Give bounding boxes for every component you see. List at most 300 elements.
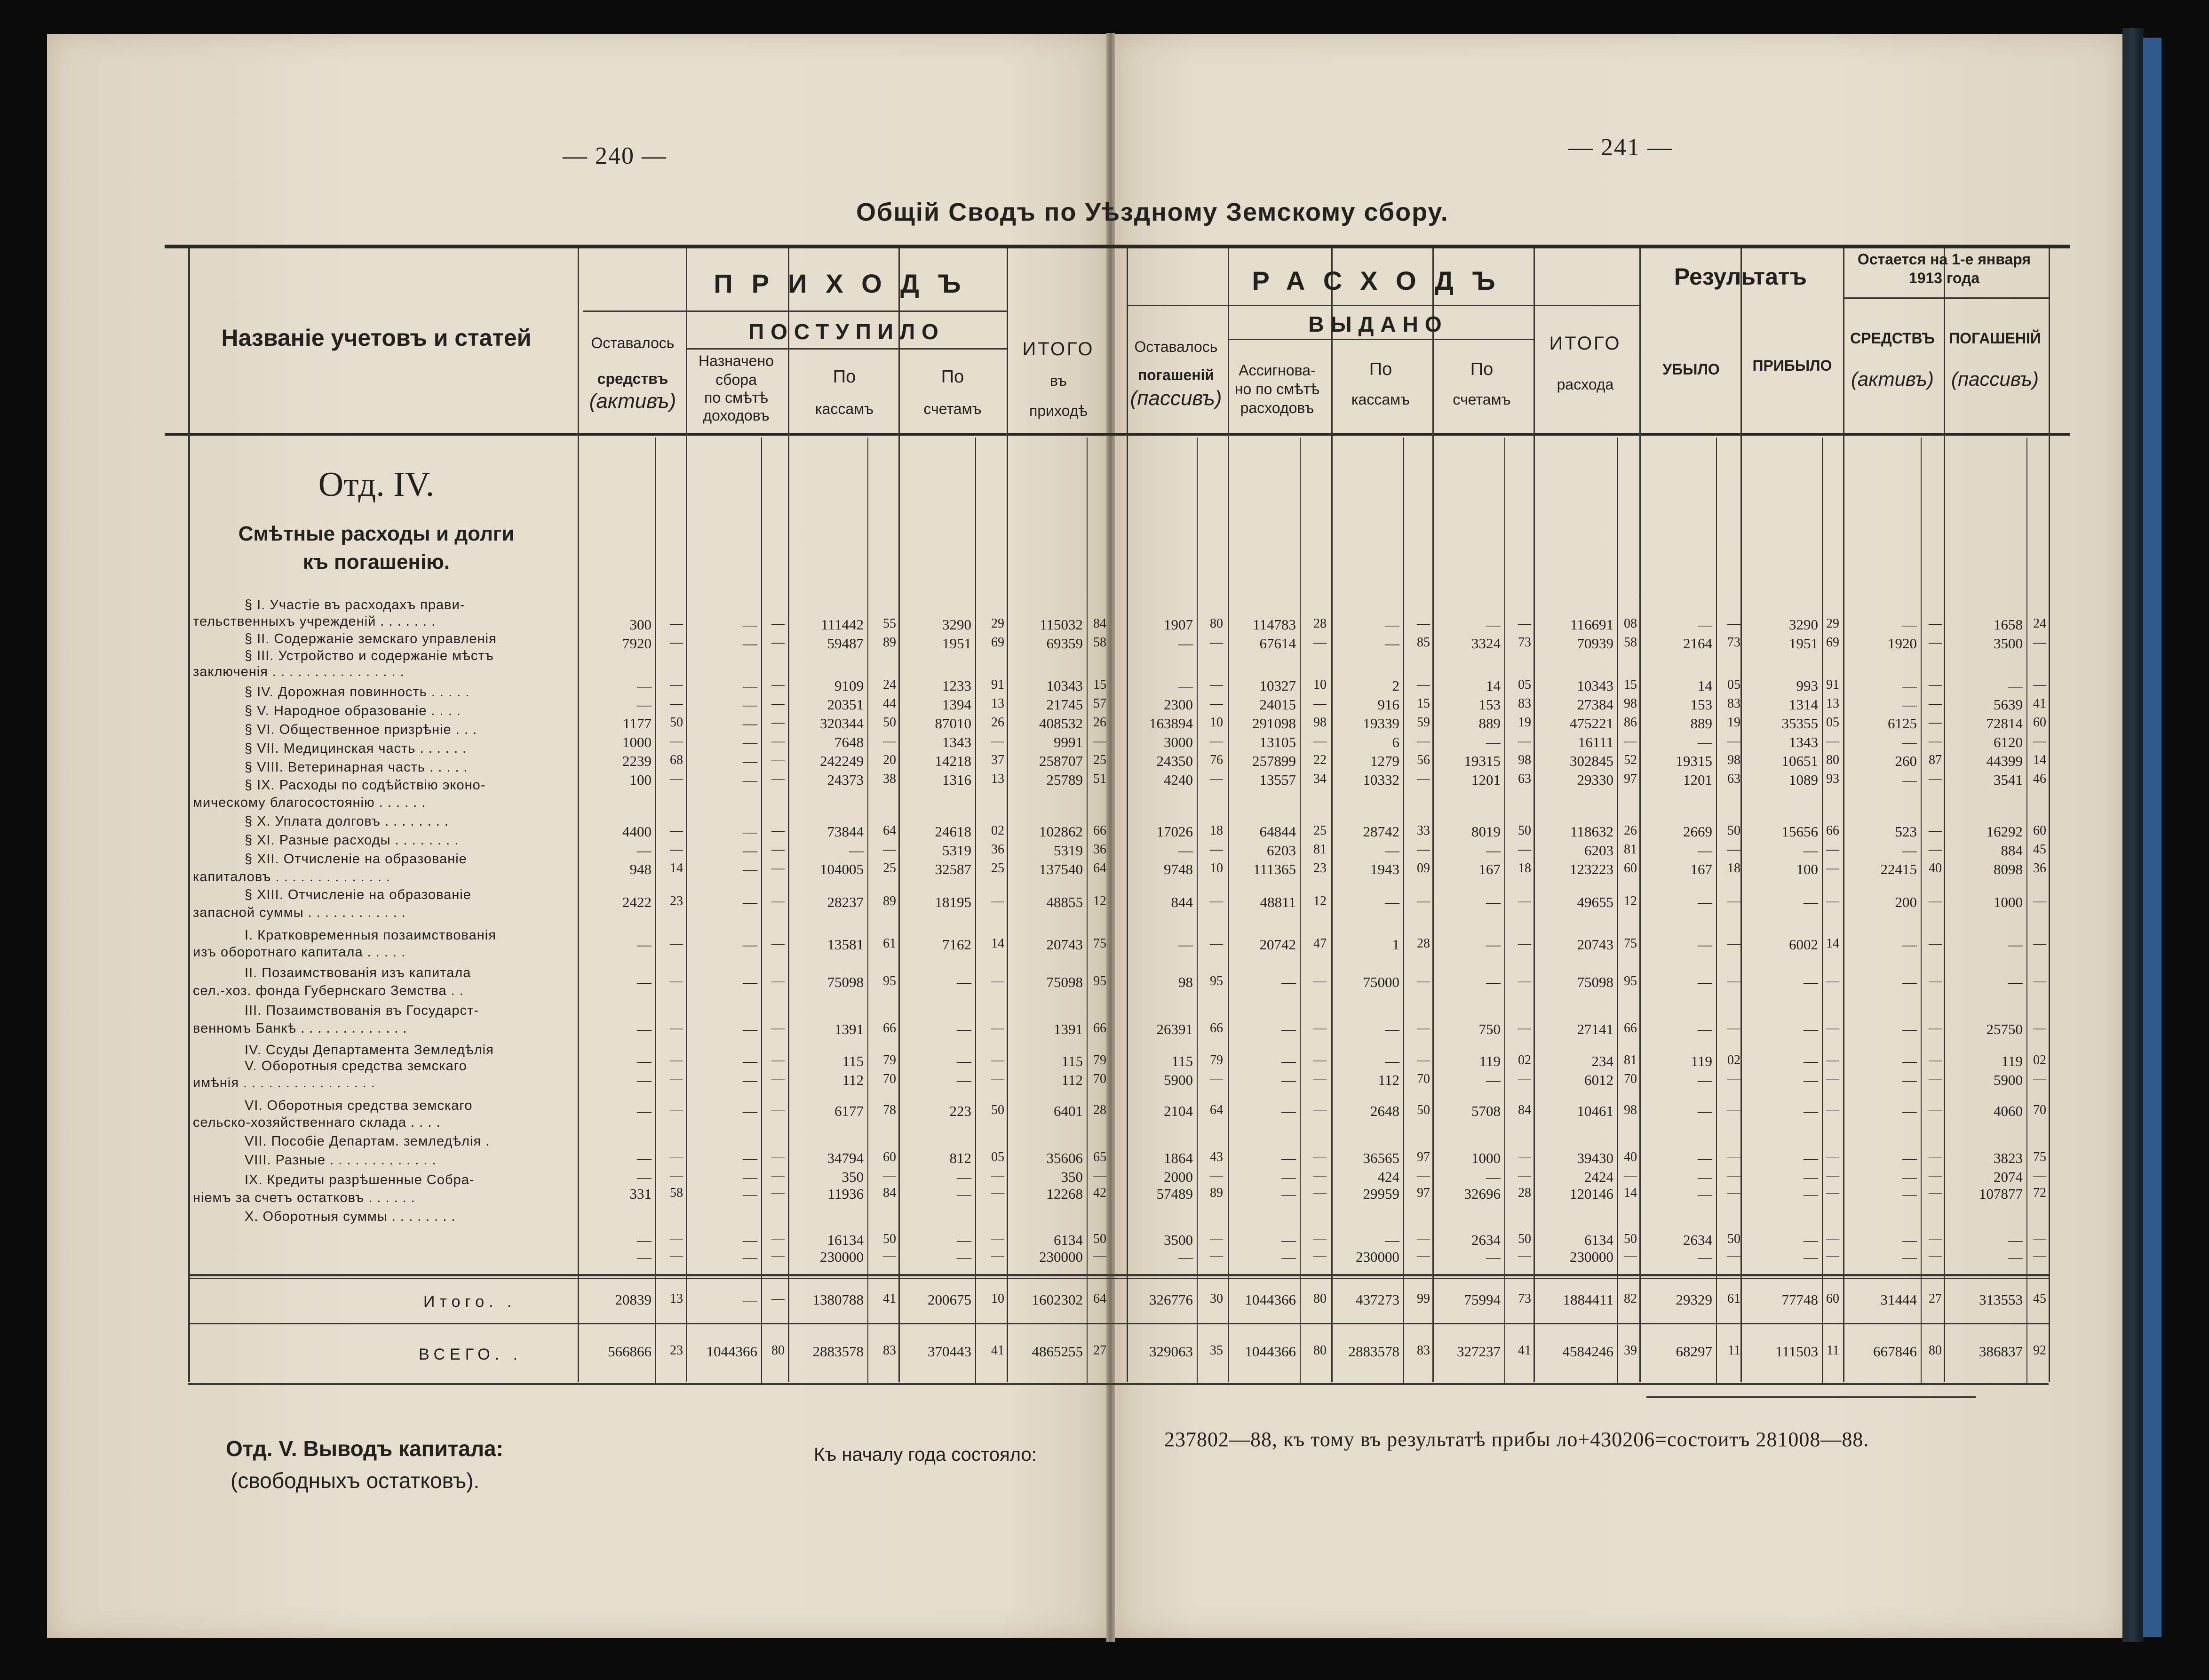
- row-label: VII. Пособіе Департам. земледѣлія .: [245, 1134, 490, 1149]
- table-cell-kop: 22: [1313, 753, 1327, 767]
- table-cell-kop: 15: [1417, 696, 1430, 711]
- table-cell-kop: 91: [1826, 677, 1839, 692]
- table-cell-kop: —: [1313, 734, 1327, 748]
- table-cell-kop: 25: [1313, 823, 1327, 838]
- table-cell: 1314: [1789, 696, 1818, 713]
- table-cell-kop: 23: [670, 1343, 683, 1358]
- table-cell: 20351: [827, 696, 864, 713]
- table-cell: —: [743, 616, 757, 633]
- table-cell-kop: 97: [1624, 772, 1637, 786]
- row-label: капиталовъ . . . . . . . . . . . . . .: [193, 869, 390, 884]
- table-cell: —: [1281, 1021, 1296, 1037]
- row-label: § IV. Дорожная повинность . . . . .: [245, 685, 470, 700]
- table-cell-kop: —: [1929, 1232, 1942, 1246]
- table-cell: 9109: [834, 677, 864, 694]
- table-cell: 102862: [1039, 823, 1083, 840]
- table-cell: 20742: [1259, 936, 1296, 953]
- table-cell: —: [1178, 677, 1193, 694]
- grid-line: [1403, 438, 1404, 1383]
- table-cell: 87010: [935, 715, 971, 732]
- table-cell-kop: 09: [1417, 861, 1430, 876]
- table-cell-kop: —: [771, 823, 785, 838]
- table-cell-kop: 51: [1093, 772, 1106, 786]
- hdr-r-kassam-1: По: [1369, 359, 1392, 379]
- table-cell: 137540: [1039, 861, 1083, 877]
- table-cell: —: [637, 1021, 652, 1037]
- table-cell-kop: 73: [1518, 635, 1531, 650]
- table-cell: 844: [1171, 894, 1193, 910]
- table-cell: 2634: [1471, 1232, 1501, 1248]
- table-cell-kop: —: [670, 936, 683, 951]
- table-cell-kop: 63: [1518, 772, 1531, 786]
- table-cell: 5708: [1471, 1103, 1501, 1119]
- row-label: § VI. Общественное призрѣніе . . .: [245, 722, 477, 737]
- table-cell: 112: [842, 1072, 864, 1088]
- table-cell: 14: [1698, 677, 1712, 694]
- table-cell-kop: —: [1313, 1249, 1327, 1263]
- hdr-ostaetsya-2: 1913 года: [1908, 270, 1980, 287]
- table-cell: 3823: [1994, 1150, 2023, 1166]
- table-cell-kop: 13: [1826, 696, 1839, 711]
- row-label: § III. Устройство и содержаніе мѣстъ: [245, 648, 494, 663]
- table-cell-kop: 66: [1210, 1021, 1223, 1035]
- table-cell-kop: 66: [883, 1021, 896, 1035]
- footer-formula: 237802—88, къ тому въ результатѣ прибы ло+430206=состоитъ 281008—88.: [1164, 1428, 1869, 1451]
- table-cell: 2300: [1164, 696, 1193, 713]
- table-cell: —: [1698, 842, 1712, 859]
- table-cell-kop: 95: [1210, 974, 1223, 988]
- table-cell: 75098: [1046, 974, 1083, 990]
- table-cell: 2648: [1370, 1103, 1399, 1119]
- hdr-pribylo: ПРИБЫЛО: [1752, 357, 1832, 374]
- table-cell: —: [1385, 616, 1399, 633]
- table-cell: —: [743, 936, 757, 953]
- table-cell-kop: 98: [1313, 715, 1327, 730]
- table-cell-kop: 66: [1093, 823, 1106, 838]
- table-cell: 1658: [1994, 616, 2023, 633]
- row-label: § VIII. Ветеринарная часть . . . . .: [245, 760, 468, 775]
- table-cell: 107877: [1979, 1186, 2023, 1202]
- table-cell-kop: —: [1624, 1249, 1637, 1263]
- table-cell: 10651: [1781, 753, 1818, 769]
- table-cell: 153: [1690, 696, 1712, 713]
- section-name-1: Смѣтные расходы и долги: [238, 522, 515, 545]
- table-cell-kop: —: [1929, 1072, 1942, 1086]
- table-cell: 24618: [935, 823, 971, 840]
- table-cell: 1201: [1683, 772, 1712, 788]
- table-cell-kop: 15: [1093, 677, 1106, 692]
- table-cell: —: [637, 842, 652, 859]
- table-cell: —: [637, 1249, 652, 1265]
- header-bottom-rule: [165, 433, 2070, 436]
- table-cell-kop: —: [991, 1249, 1004, 1263]
- table-cell-kop: 50: [1624, 1232, 1637, 1246]
- table-cell-kop: 64: [1093, 861, 1106, 876]
- table-cell: 11936: [827, 1186, 864, 1202]
- row-label: ніемъ за счетъ остатковъ . . . . . .: [193, 1190, 415, 1205]
- table-cell-kop: 29: [1826, 616, 1839, 631]
- table-cell-kop: 05: [1727, 677, 1740, 692]
- table-cell-kop: —: [1929, 772, 1942, 786]
- table-cell-kop: 70: [1417, 1072, 1430, 1086]
- table-cell: 1201: [1471, 772, 1501, 788]
- table-cell: —: [1902, 1169, 1917, 1185]
- table-cell-kop: 89: [883, 635, 896, 650]
- table-cell-kop: —: [1210, 936, 1223, 951]
- table-cell-kop: —: [1093, 734, 1106, 748]
- hdr-ostavalos-3: (активъ): [589, 390, 676, 413]
- table-cell-kop: —: [1727, 1186, 1740, 1200]
- table-cell-kop: —: [771, 1186, 785, 1200]
- table-cell: —: [1178, 635, 1193, 652]
- table-cell: 20743: [1046, 936, 1083, 953]
- grid-line: [1197, 438, 1198, 1383]
- grid-line: [1228, 339, 1534, 340]
- grid-line: [1127, 305, 1639, 306]
- table-cell: 75000: [1363, 974, 1399, 990]
- table-cell: 115: [842, 1053, 864, 1069]
- table-cell: 258707: [1039, 753, 1083, 769]
- table-cell: 8098: [1994, 861, 2023, 877]
- itogo-label: Итого. .: [423, 1293, 516, 1311]
- table-cell-kop: —: [1727, 894, 1740, 908]
- row-label: IX. Кредиты разрѣшенные Собра-: [245, 1172, 475, 1187]
- table-cell: 24350: [1156, 753, 1193, 769]
- table-cell: 5639: [1994, 696, 2023, 713]
- table-cell-kop: —: [771, 936, 785, 951]
- table-cell-kop: 60: [1826, 1291, 1839, 1306]
- table-cell-kop: 73: [1518, 1291, 1531, 1306]
- table-cell: —: [1698, 1249, 1712, 1265]
- table-cell-kop: —: [670, 1249, 683, 1263]
- table-cell: 7648: [834, 734, 864, 750]
- hdr-naznach-2: сбора: [715, 371, 757, 388]
- row-label: сельско-хозяйственнаго склада . . . .: [193, 1115, 441, 1130]
- header-rezultat: Результатъ: [1674, 263, 1807, 290]
- table-cell-kop: —: [991, 1072, 1004, 1086]
- table-cell-kop: —: [1929, 823, 1942, 838]
- table-cell-kop: 14: [2033, 753, 2046, 767]
- header-names: Названіе учетовъ и статей: [221, 325, 532, 351]
- hdr-ost-pogash-1: Оставалось: [1134, 338, 1218, 355]
- table-cell-kop: —: [1929, 842, 1942, 857]
- table-cell-kop: —: [1826, 1072, 1839, 1086]
- table-cell-kop: 69: [991, 635, 1004, 650]
- table-cell: —: [1486, 842, 1501, 859]
- table-cell-kop: —: [1826, 1186, 1839, 1200]
- table-cell-kop: 13: [991, 696, 1004, 711]
- table-cell: 75098: [1577, 974, 1613, 990]
- hdr-pogasheniy-2: (пассивъ): [1951, 368, 2039, 390]
- table-cell: —: [1486, 616, 1501, 633]
- table-cell-kop: —: [1727, 974, 1740, 988]
- table-cell-kop: —: [1313, 696, 1327, 711]
- row-label: венномъ Банкѣ . . . . . . . . . . . . .: [193, 1021, 407, 1036]
- table-cell: 98: [1178, 974, 1193, 990]
- table-cell: 7162: [942, 936, 971, 953]
- table-cell: 100: [1796, 861, 1818, 877]
- table-cell: —: [1281, 1053, 1296, 1069]
- table-cell: —: [1698, 1150, 1712, 1166]
- table-cell-kop: 65: [1093, 1150, 1106, 1164]
- table-cell-kop: —: [1826, 1021, 1839, 1035]
- table-cell: 4060: [1994, 1103, 2023, 1119]
- table-cell: 35355: [1781, 715, 1818, 732]
- table-cell: —: [743, 1232, 757, 1248]
- table-cell-kop: 73: [1727, 635, 1740, 650]
- table-cell-kop: 95: [883, 974, 896, 988]
- table-cell: 119: [1691, 1053, 1712, 1069]
- table-cell: 1044366: [706, 1343, 757, 1360]
- table-cell-kop: —: [1313, 1053, 1327, 1067]
- table-cell-kop: —: [1417, 842, 1430, 857]
- table-cell-kop: —: [1826, 894, 1839, 908]
- table-cell-kop: —: [670, 823, 683, 838]
- table-cell: 19315: [1464, 753, 1501, 769]
- table-cell-kop: —: [1929, 734, 1942, 748]
- table-cell-kop: —: [991, 734, 1004, 748]
- table-cell: —: [1281, 1072, 1296, 1088]
- table-cell: 230000: [1570, 1249, 1613, 1265]
- table-cell: —: [1281, 1103, 1296, 1119]
- table-cell: 77748: [1781, 1291, 1818, 1308]
- table-cell-kop: 79: [883, 1053, 896, 1067]
- table-cell: 29959: [1363, 1186, 1399, 1202]
- table-cell-kop: 10: [991, 1291, 1004, 1306]
- table-cell: 31444: [1880, 1291, 1917, 1308]
- table-cell-kop: 98: [1624, 1103, 1637, 1117]
- table-cell-kop: 66: [1624, 1021, 1637, 1035]
- table-cell: 6134: [1584, 1232, 1613, 1248]
- row-label: § XIII. Отчисленіе на образованіе: [245, 887, 471, 902]
- table-cell-kop: —: [1929, 894, 1942, 908]
- table-cell-kop: 39: [1624, 1343, 1637, 1358]
- table-cell-kop: 87: [1929, 753, 1942, 767]
- table-cell: 3290: [1789, 616, 1818, 633]
- table-cell: 2104: [1164, 1103, 1193, 1119]
- table-cell-kop: 85: [1417, 635, 1430, 650]
- table-cell: 2424: [1584, 1169, 1613, 1185]
- table-cell: —: [1902, 842, 1917, 859]
- table-cell: —: [1486, 1169, 1501, 1185]
- table-cell: —: [957, 974, 971, 990]
- table-cell: —: [1902, 1103, 1917, 1119]
- table-cell: 6203: [1267, 842, 1296, 859]
- table-cell: 313553: [1979, 1291, 2023, 1308]
- table-cell: 1884411: [1563, 1291, 1613, 1308]
- hdr-schetam-2: счетамъ: [923, 400, 982, 417]
- table-cell: 29330: [1577, 772, 1613, 788]
- table-cell-kop: —: [771, 635, 785, 650]
- table-cell-kop: —: [1518, 1169, 1531, 1183]
- table-cell: 112: [1378, 1072, 1399, 1088]
- table-cell-kop: —: [1727, 936, 1740, 951]
- table-cell-kop: 50: [991, 1103, 1004, 1117]
- table-cell-kop: —: [1210, 772, 1223, 786]
- header-prihod: ПРИХОДЪ: [714, 269, 980, 298]
- table-cell-kop: —: [771, 1053, 785, 1067]
- table-cell-kop: 99: [1417, 1291, 1430, 1306]
- table-cell-kop: 13: [991, 772, 1004, 786]
- table-cell: 230000: [1356, 1249, 1399, 1265]
- table-cell: —: [743, 1291, 757, 1308]
- table-cell-kop: 36: [991, 842, 1004, 857]
- table-cell-kop: —: [1417, 974, 1430, 988]
- table-cell-kop: —: [1929, 677, 1942, 692]
- row-label: § VII. Медицинская часть . . . . . .: [245, 741, 467, 756]
- table-cell-kop: 47: [1313, 936, 1327, 951]
- table-cell: —: [1902, 1053, 1917, 1069]
- table-cell-kop: 05: [1518, 677, 1531, 692]
- table-cell-kop: 26: [991, 715, 1004, 730]
- table-cell: —: [1698, 974, 1712, 990]
- table-cell: 230000: [820, 1249, 864, 1265]
- table-cell: —: [957, 1186, 971, 1202]
- hdr-assign-1: Ассигнова-: [1239, 362, 1316, 379]
- table-cell-kop: —: [2033, 1232, 2046, 1246]
- table-cell: 57489: [1156, 1186, 1193, 1202]
- table-cell: 2422: [622, 894, 652, 910]
- table-cell: 5900: [1164, 1072, 1193, 1088]
- table-cell-kop: —: [1210, 635, 1223, 650]
- table-cell-kop: 64: [1093, 1291, 1106, 1306]
- table-cell-kop: 78: [883, 1103, 896, 1117]
- table-cell-kop: 52: [1624, 753, 1637, 767]
- table-cell: 1177: [623, 715, 652, 732]
- table-cell-kop: —: [771, 677, 785, 692]
- table-cell: —: [1385, 635, 1399, 652]
- table-cell: —: [1902, 936, 1917, 953]
- table-cell: —: [1486, 894, 1501, 910]
- table-cell-kop: 28: [1093, 1103, 1106, 1117]
- table-cell: 24373: [827, 772, 864, 788]
- table-cell-kop: 95: [1624, 974, 1637, 988]
- table-cell: —: [743, 635, 757, 652]
- table-cell: 2239: [622, 753, 652, 769]
- grid-line: [655, 438, 656, 1383]
- table-cell-kop: 41: [1518, 1343, 1531, 1358]
- table-cell: 5319: [942, 842, 971, 859]
- table-cell: 16292: [1986, 823, 2023, 840]
- table-cell: —: [1281, 1186, 1296, 1202]
- table-cell-kop: 72: [2033, 1186, 2046, 1200]
- table-cell-kop: 50: [1727, 823, 1740, 838]
- table-cell-kop: —: [771, 734, 785, 748]
- table-cell: —: [1902, 772, 1917, 788]
- table-cell: 14218: [935, 753, 971, 769]
- table-cell: 167: [1690, 861, 1712, 877]
- table-cell: 13581: [827, 936, 864, 953]
- table-cell-kop: 27: [1093, 1343, 1106, 1358]
- table-cell-kop: —: [1518, 974, 1531, 988]
- table-cell: —: [1804, 974, 1818, 990]
- table-cell-kop: —: [1826, 1249, 1839, 1263]
- table-cell-kop: —: [2033, 734, 2046, 748]
- table-cell: —: [1698, 894, 1712, 910]
- table-cell: 111442: [821, 616, 864, 633]
- table-cell: 1343: [1789, 734, 1818, 750]
- table-cell: 115: [1171, 1053, 1193, 1069]
- table-cell-kop: —: [670, 1053, 683, 1067]
- table-cell: —: [1385, 1232, 1399, 1248]
- table-cell-kop: —: [1313, 1150, 1327, 1164]
- table-cell: 566866: [608, 1343, 652, 1360]
- table-cell: —: [743, 1021, 757, 1037]
- table-cell: —: [1902, 1232, 1917, 1248]
- table-cell-kop: —: [1417, 1169, 1430, 1183]
- grid-line: [2049, 248, 2050, 1382]
- row-label: тельственныхъ учрежденій . . . . . . .: [193, 614, 436, 629]
- hdr-assign-3: расходовъ: [1240, 399, 1314, 416]
- table-cell-kop: —: [1313, 1232, 1327, 1246]
- table-cell-kop: —: [771, 715, 785, 730]
- table-cell-kop: —: [670, 616, 683, 631]
- table-cell: 326776: [1149, 1291, 1193, 1308]
- table-cell-kop: —: [1929, 1103, 1942, 1117]
- table-cell-kop: —: [1727, 734, 1740, 748]
- table-cell-kop: 13: [670, 1291, 683, 1306]
- table-cell-kop: —: [1826, 734, 1839, 748]
- table-cell: 123223: [1570, 861, 1613, 877]
- page-title: Общій Сводъ по Уѣздному Земскому сбору.: [856, 198, 1449, 226]
- table-cell: —: [1902, 1186, 1917, 1202]
- section-name-2: къ погашенію.: [302, 550, 450, 573]
- table-cell: —: [743, 974, 757, 990]
- table-cell-kop: —: [1929, 1249, 1942, 1263]
- table-cell: —: [1698, 936, 1712, 953]
- table-cell: 6002: [1789, 936, 1818, 953]
- grid-line: [1740, 248, 1742, 1382]
- table-cell-kop: 84: [1518, 1103, 1531, 1117]
- table-cell: 4240: [1164, 772, 1193, 788]
- table-cell-kop: —: [1826, 1232, 1839, 1246]
- table-cell: —: [1281, 1169, 1296, 1185]
- table-cell: 6203: [1584, 842, 1613, 859]
- table-cell: 5319: [1054, 842, 1083, 859]
- grid-line: [1228, 248, 1229, 1382]
- table-cell-kop: 12: [1093, 894, 1106, 908]
- table-cell-kop: —: [1826, 1150, 1839, 1164]
- table-cell: —: [1804, 894, 1818, 910]
- table-cell-kop: —: [1518, 1072, 1531, 1086]
- table-cell-kop: 58: [670, 1186, 683, 1200]
- table-cell-kop: 23: [1313, 861, 1327, 876]
- table-cell-kop: —: [670, 1021, 683, 1035]
- table-cell-kop: —: [2033, 1021, 2046, 1035]
- table-cell-kop: —: [1313, 974, 1327, 988]
- table-cell-kop: 76: [1210, 753, 1223, 767]
- table-cell: 35606: [1046, 1150, 1083, 1166]
- row-label: § II. Содержаніе земскаго управленія: [245, 631, 497, 646]
- table-cell: 750: [1478, 1021, 1501, 1037]
- table-cell-kop: —: [1210, 1249, 1223, 1263]
- table-cell-kop: 80: [1210, 616, 1223, 631]
- table-cell: —: [743, 894, 757, 910]
- table-cell-kop: 45: [2033, 1291, 2046, 1306]
- table-cell: 291098: [1252, 715, 1296, 732]
- hdr-assign-2: но по смѣтѣ: [1234, 381, 1320, 398]
- table-cell-kop: 80: [1313, 1343, 1327, 1358]
- table-cell: —: [2008, 677, 2023, 694]
- table-cell-kop: 05: [991, 1150, 1004, 1164]
- table-cell-kop: —: [1826, 974, 1839, 988]
- hdr-kassam-2: кассамъ: [815, 400, 874, 417]
- table-cell-kop: 57: [1093, 696, 1106, 711]
- table-cell-kop: —: [771, 1150, 785, 1164]
- table-cell: —: [637, 974, 652, 990]
- table-cell: 22415: [1880, 861, 1917, 877]
- hdr-ostaetsya-1: Остается на 1-е января: [1857, 251, 2031, 268]
